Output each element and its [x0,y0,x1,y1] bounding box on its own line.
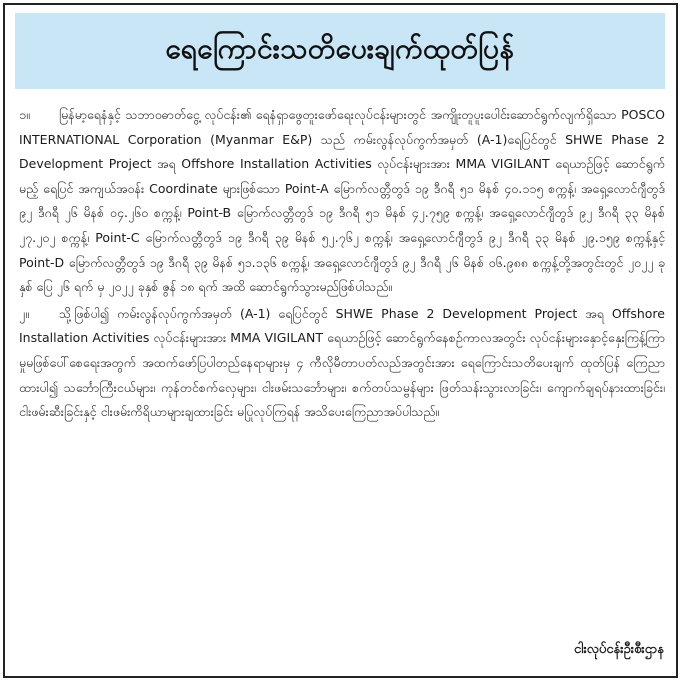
paragraph-1-number: ၁။ [19,107,30,122]
title-band [15,13,665,89]
issuing-department: ငါးလုပ်ငန်းဦးစီးဌာန [573,642,664,657]
paragraph-2-text: သို့ဖြစ်ပါ၍ ကမ်းလွန်လုပ်ကွက်အမှတ် (A-1) ရေပြင်တွင် SHWE Phase 2 Development Project အရ Offshore Installation Activities လုပ်ငန်းများအား MMA VIGILANT ရေယာဉ်ဖြင့် ဆောင်ရွက်နေစဉ်ကာလအတွင်း လုပ်ငန်းများနှောင့်နှေးကြန့်ကြာမှုမဖြစ်ပေါ်စေရေးအတွက် အထက်ဖော်ပြပါတည်နေရာများမှ ၄ ကီလိုမီတာပတ်လည်အတွင်းအား ရေကြောင်းသတိပေးချက် ထုတ်ပြန် ကြေညာထားပါ၍ သင်္ဘောကြီးငယ်များ၊ ကုန်တင်စက်လှေများ၊ ငါးဖမ်းသင်္ဘောများ၊ စက်တပ်သမ္ဗန်များ ဖြတ်သန်းသွားလာခြင်း၊ ကျောက်ချရပ်နားထားခြင်း၊ ငါးဖမ်းဆီးခြင်းနှင့် ငါးဖမ်းကိရိယာများချထားခြင်း မပြုလုပ်ကြရန် အသိပေးကြေညာအပ်ပါသည်။ [19,305,665,420]
paragraph-2 [19,302,665,425]
notice-body [19,103,665,427]
notice-frame [3,3,678,678]
paragraph-2-number: ၂။ [19,305,29,321]
paragraph-1 [19,103,665,300]
notice-title: ရေကြောင်းသတိပေးချက်ထုတ်ပြန် [165,32,515,65]
paragraph-1-text: မြန်မာ့ရေနံနှင့် သဘာဝဓာတ်ငွေ့ လုပ်ငန်း၏ ရေနံရှာဖွေတူးဖော်ရေးလုပ်ငန်းများတွင် အကျိုးတူပူးပေါင်းဆောင်ရွက်လျက်ရှိသော POSCO INTERNATIONAL Corporation (Myanmar E&P) သည် ကမ်းလွန်လုပ်ကွက်အမှတ် (A-1)ရေပြင်တွင် SHWE Phase 2 Development Project အရ Offshore Installation Activities လုပ်ငန်းများအား MMA VIGILANT ရေယာဉ်ဖြင့် ဆောင်ရွက်မည့် ရေပြင် အကျယ်အဝန်း Coordinate များဖြစ်သော Point-A မြောက်လတ္တီတွဒ် ၁၉ ဒီဂရီ ၅၁ မိနစ် ၄၀.၁၁၅ စက္ကန့်၊ အရှေ့လောင်ဂျီတွဒ် ၉၂ ဒီဂရီ ၂၆ မိနစ် ၀၄.၂၆၀ စက္ကန့်၊ Point-B မြောက်လတ္တီတွဒ် ၁၉ ဒီဂရီ ၅၁ မိနစ် ၄၂.၇၅၉ စက္ကန့်၊ အရှေ့လောင်ဂျီတွဒ် ၉၂ ဒီဂရီ ၃၃ မိနစ် ၂၇.၂၀၂ စက္ကန့်၊ Point-C မြောက်လတ္တီတွဒ် ၁၉ ဒီဂရီ ၃၉ မိနစ် ၅၂.၇၆၂ စက္ကန့်၊ အရှေ့လောင်ဂျီတွဒ် ၉၂ ဒီဂရီ ၃၃ မိနစ် ၂၉.၁၅၉ စက္ကန့်နှင့် Point-D မြောက်လတ္တီတွဒ် ၁၉ ဒီဂရီ ၃၉ မိနစ် ၅၁.၁၃၆ စက္ကန့်၊ အရှေ့လောင်ဂျီတွဒ် ၉၂ ဒီဂရီ ၂၆ မိနစ် ၀၆.၉၈၈ စက္ကန့်တို့အတွင်းတွင် ၂၀၂၂ ခုနှစ် ပြေ ၂၆ ရက် မှ ၂၀၂၂ ခုနှစ် ဇွန် ၁၈ ရက် အထိ ဆောင်ရွက်သွားမည်ဖြစ်ပါသည်။ [19,107,665,295]
